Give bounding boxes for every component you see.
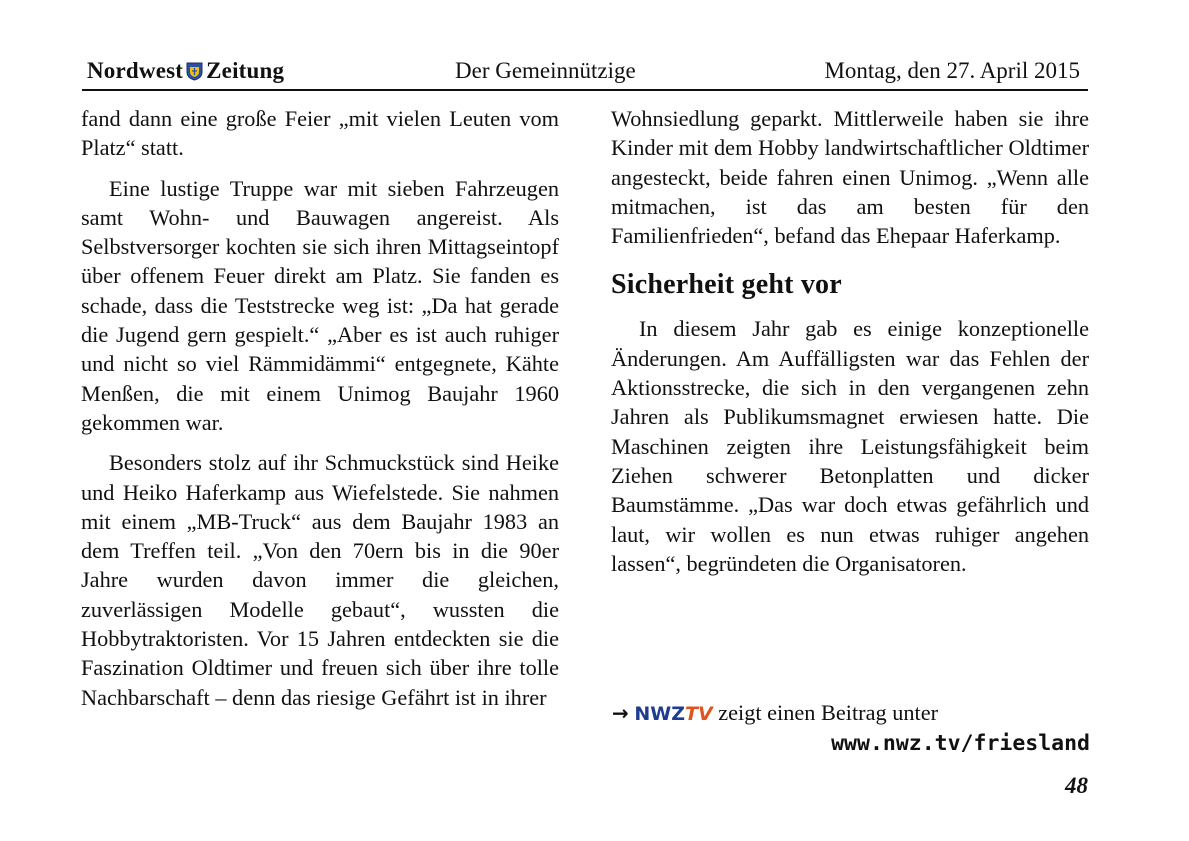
right-column xyxy=(611,104,1089,578)
section-title: Der Gemeinnützige xyxy=(455,58,636,83)
arrow-right-icon: → xyxy=(612,701,629,725)
header-rule xyxy=(82,89,1088,91)
brand-name-right: Zeitung xyxy=(206,58,285,83)
article-paragraph: Eine lustige Truppe war mit sieben Fahrzeugen samt Wohn- und Bauwagen angereist. Als Selbstversorger kochten sie sich ihren Mittagseintopf über offenem Feuer direkt am Platz. Sie fanden es schade, dass die Teststrecke weg ist: „Da hat gerade die Jugend gern gespielt.“ „Aber es ist auch ruhiger und nicht so viel Rämmidämmi“ entgegnete, Kähte Menßen, die mit einem Unimog Baujahr 1960 gekommen war. xyxy=(81,175,559,435)
section-heading: Sicherheit geht vor xyxy=(611,269,842,301)
promo-url[interactable]: www.nwz.tv/friesland xyxy=(831,731,1090,756)
article-paragraph: In diesem Jahr gab es einige konzeptionelle Änderungen. Am Auffälligsten war das Fehlen der Aktionsstrecke, die sich in den vergangenen zehn Jahren als Publikumsmagnet erwiesen hatte. Die Maschinen zeigten ihre Leistungsfähigkeit beim Ziehen schwerer Betonplatten und dicker Baumstämme. „Das war doch etwas gefährlich und laut, wir wollen es nun etwas ruhiger angehen lassen“, begründeten die Organisatoren. xyxy=(611,316,1089,576)
tv-brand: TV xyxy=(684,703,713,725)
promo-line xyxy=(612,700,1090,726)
article-paragraph: Wohnsiedlung geparkt. Mittlerweile haben sie ihre Kinder mit dem Hobby landwirtschaftlicher Oldtimer angesteckt, beide fahren einen Unimog. „Wenn alle mitmachen, ist das am besten für den Familienfrieden“, befand das Ehepaar Haferkamp. xyxy=(611,106,1089,249)
issue-date: Montag, den 27. April 2015 xyxy=(824,58,1080,83)
page-header xyxy=(82,56,1088,90)
article-paragraph: fand dann eine große Feier „mit vielen Leuten vom Platz“ statt. xyxy=(81,106,559,161)
video-promo xyxy=(612,700,1090,756)
nwz-brand: NWZ xyxy=(634,703,685,725)
promo-text: zeigt einen Beitrag unter xyxy=(718,700,939,725)
masthead-logo xyxy=(87,58,284,87)
article-paragraph: Besonders stolz auf ihr Schmuckstück sind Heike und Heiko Haferkamp aus Wiefelstede. Sie nahmen mit einem „MB-Truck“ aus dem Baujahr 1983 an dem Treffen teil. „Von den 70ern bis in die 90er Jahre wurden davon immer die gleichen, zuverlässigen Modelle gebaut“, wussten die Hobbytraktoristen. Vor 15 Jahren entdeckten sie die Faszination Oldtimer und freuen sich über ihre tolle Nachbarschaft – denn das riesige Gefährt ist in ihrer xyxy=(81,450,559,710)
page-number: 48 xyxy=(1065,773,1088,798)
brand-name-left: Nordwest xyxy=(87,58,184,83)
left-column xyxy=(81,104,559,712)
coat-of-arms-icon xyxy=(186,61,203,87)
